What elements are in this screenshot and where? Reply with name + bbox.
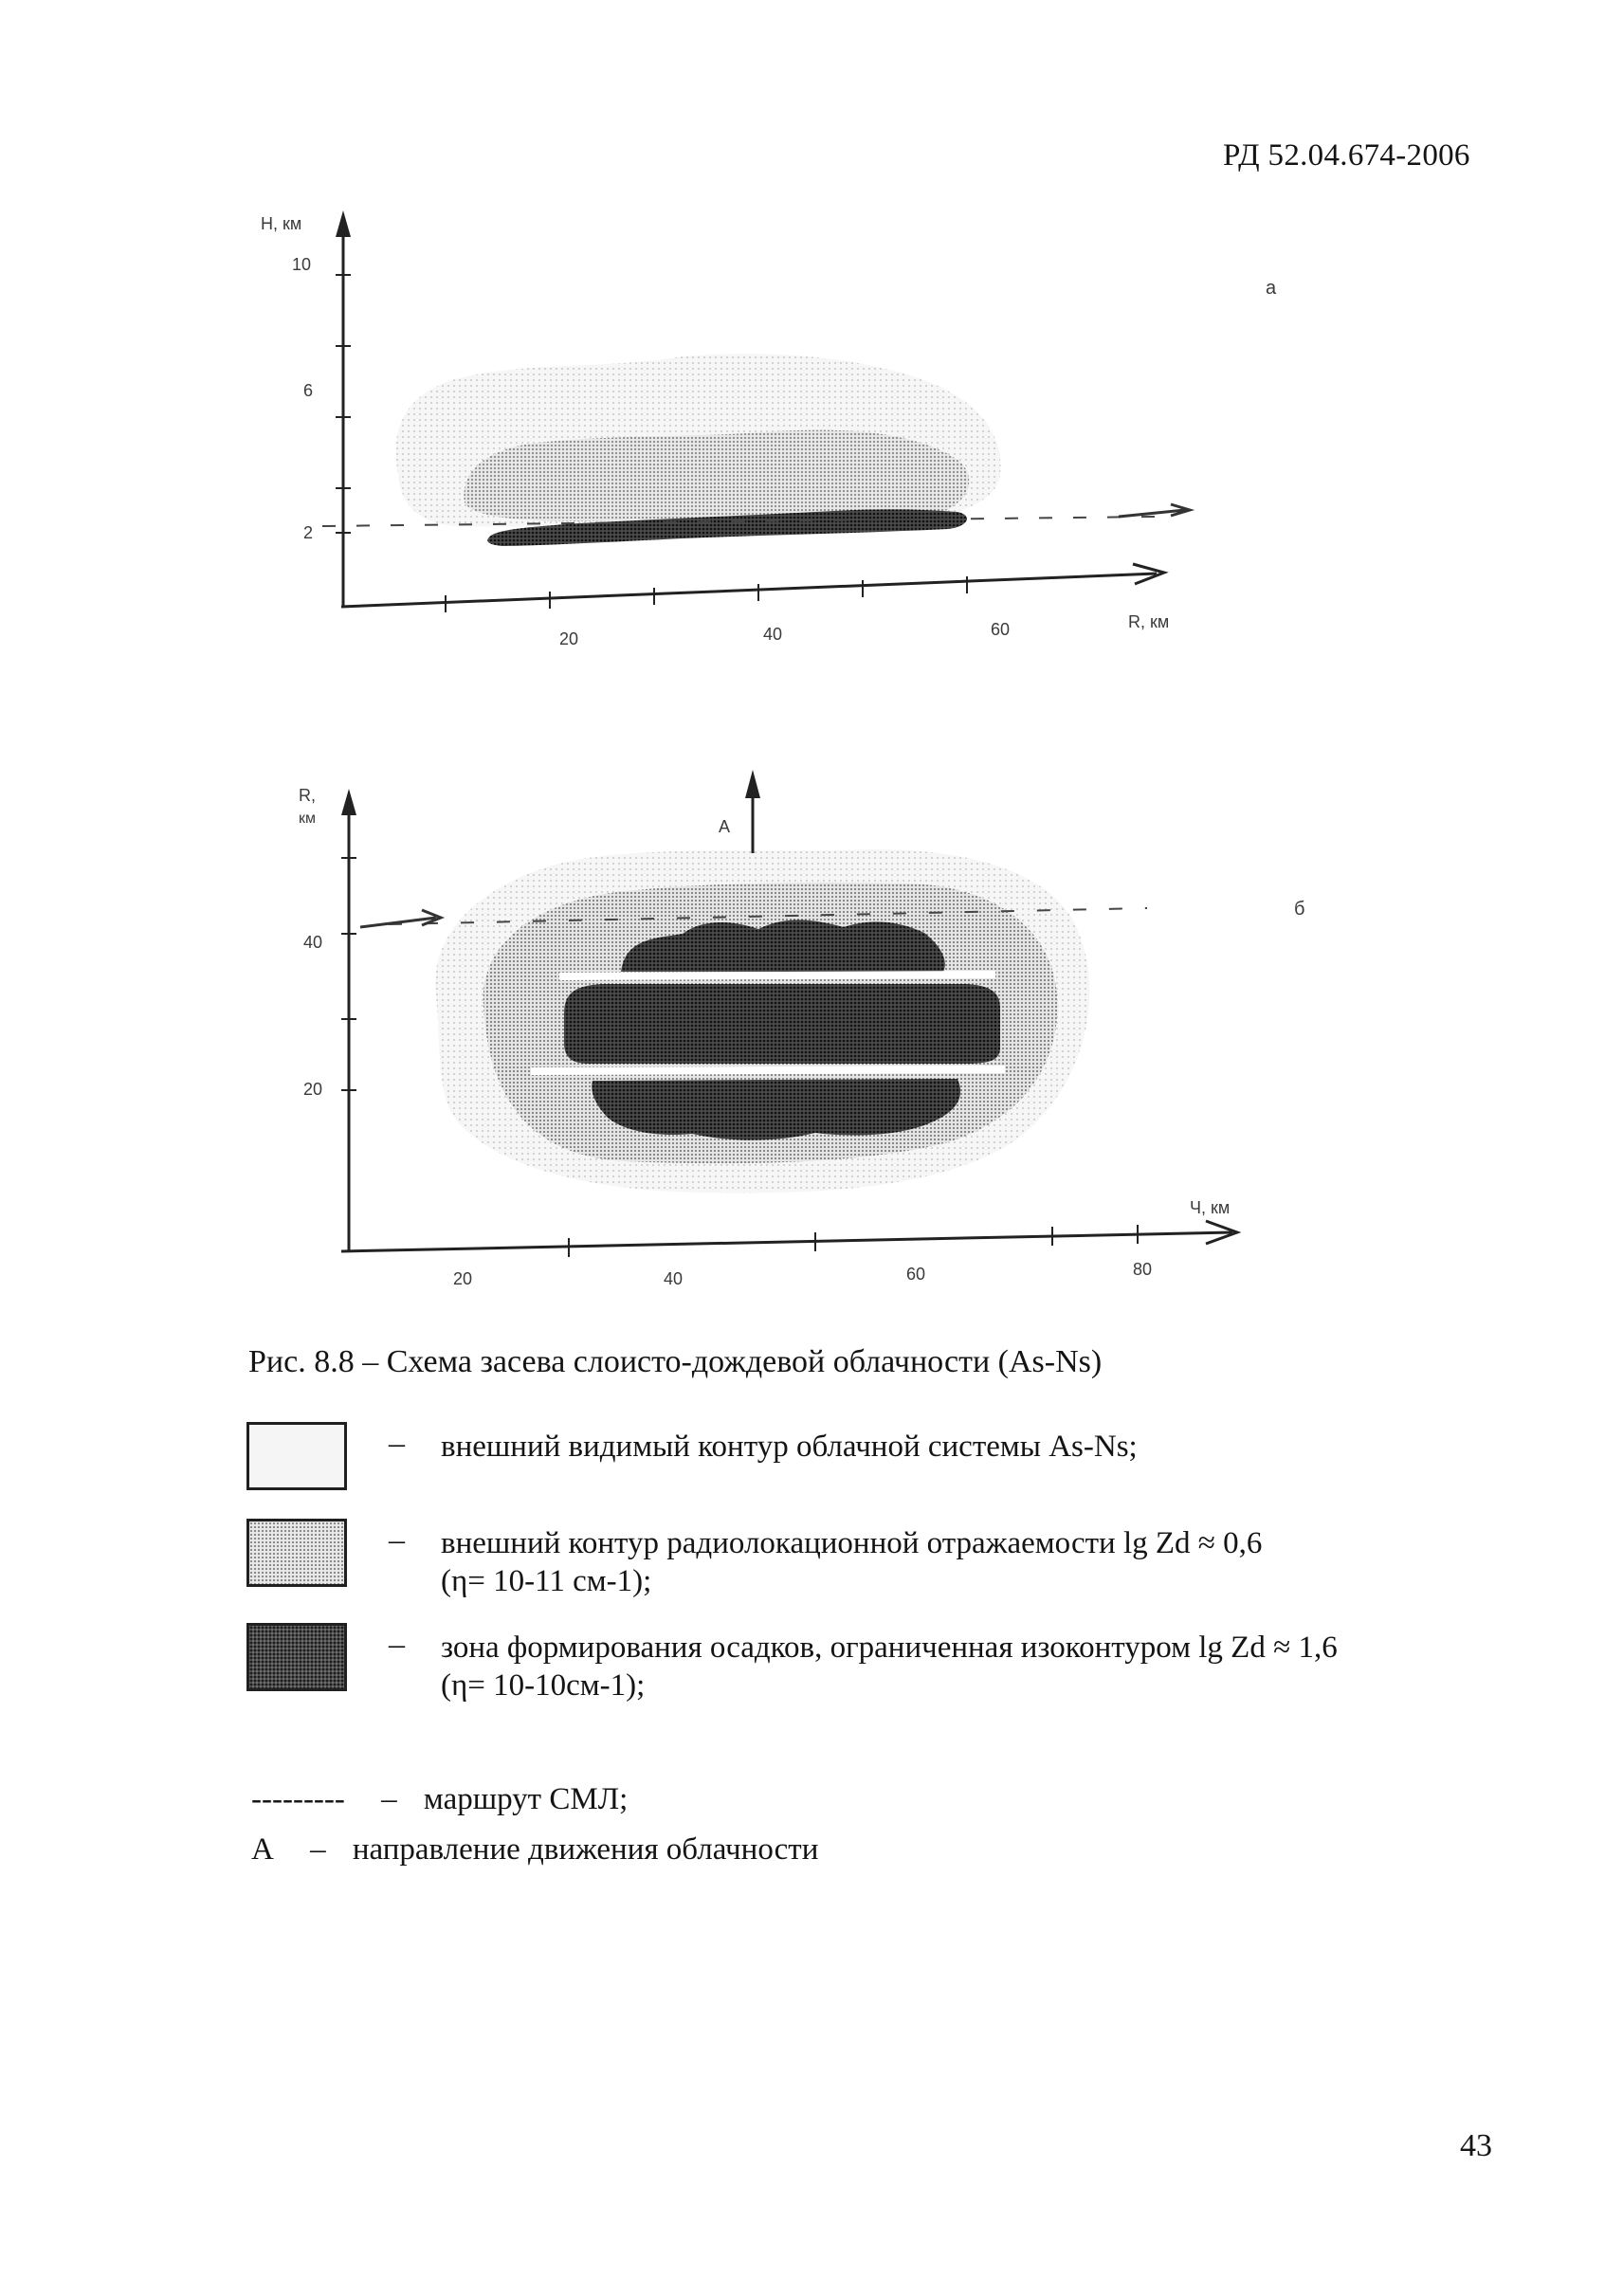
route-dash: –: [381, 1782, 397, 1816]
figure-b-x-tick-label: 40: [664, 1269, 684, 1288]
figure-b-y-axis-unit: км: [299, 811, 316, 827]
figure-b-y-axis-label: R,: [299, 786, 316, 805]
legend-text: внешний видимый контур облачной системы As-Ns;: [441, 1430, 1138, 1464]
figure-caption: Рис. 8.8 – Схема засева слоисто-дождевой облачности (As-Ns): [248, 1344, 1103, 1379]
legend-swatch-dark: [246, 1623, 347, 1691]
legend-text: внешний контур радиолокационной отражаемости lg Zd ≈ 0,6: [441, 1526, 1263, 1560]
figure-b-x-tick-label: 80: [1133, 1260, 1153, 1279]
figure-b-precipitation-zone-middle: [564, 984, 1000, 1064]
figure-b-panel-label: б: [1294, 899, 1305, 920]
legend-swatch-medium: [246, 1519, 347, 1587]
route-symbol: ---------: [251, 1782, 345, 1816]
direction-text: направление движения облачности: [352, 1832, 819, 1867]
figure-b-x-tick-label: 60: [906, 1265, 926, 1284]
figure-a-x-tick-label: 20: [559, 629, 579, 648]
figure-a-panel-label: а: [1266, 278, 1277, 299]
figure-a-y-tick-label: 6: [303, 381, 314, 400]
figure-a-route-arrow: [1119, 504, 1190, 517]
figure-b-route-gap: [559, 975, 995, 976]
figure-a-vertical-section: [246, 190, 1308, 664]
figure-a-x-axis-label: R, км: [1128, 612, 1170, 631]
figure-a-x-tick-label: 60: [991, 620, 1011, 639]
legend-item-visible-contour: [237, 1422, 1422, 1526]
direction-dash: –: [310, 1832, 326, 1867]
figure-b-direction-label: А: [719, 817, 731, 836]
document-code: РД 52.04.674-2006: [1223, 138, 1470, 173]
legend-dash: –: [389, 1426, 405, 1461]
legend-dash: –: [389, 1522, 405, 1558]
figure-b-y-tick-label: 20: [303, 1080, 323, 1099]
figure-b-direction-arrowhead: [745, 770, 760, 798]
figure-a-y-axis-label: Н, км: [261, 214, 302, 233]
route-text: маршрут СМЛ;: [423, 1782, 629, 1816]
legend-dash: –: [389, 1627, 405, 1662]
figure-b-y-arrow: [341, 789, 356, 815]
figure-a-x-tick-label: 40: [763, 625, 783, 644]
figure-b-x-axis-label: Ч, км: [1190, 1198, 1231, 1217]
legend-text: зона формирования осадков, ограниченная изоконтуром lg Zd ≈ 1,6: [441, 1631, 1338, 1665]
figure-a-y-tick-label: 10: [292, 255, 312, 274]
figure-a-y-arrow: [336, 210, 351, 237]
legend-swatch-light: [246, 1422, 347, 1490]
figure-b-x-axis: [341, 1232, 1232, 1251]
figure-b-plan-view: [246, 758, 1308, 1308]
figure-a-radar-contour: [464, 430, 969, 521]
page-number: 43: [1460, 2128, 1492, 2163]
direction-symbol: А: [251, 1832, 274, 1867]
figure-a-y-tick-label: 2: [303, 523, 314, 542]
legend-direction: [251, 1832, 818, 1868]
legend-text-continuation: (η= 10-10см-1);: [441, 1668, 646, 1703]
figure-a-x-axis: [341, 574, 1157, 607]
figure-b-x-tick-label: 20: [453, 1269, 473, 1288]
legend-text-continuation: (η= 10-11 см-1);: [441, 1564, 652, 1598]
figure-b-route-gap: [531, 1069, 1005, 1071]
legend-item-precipitation-zone: [237, 1623, 1422, 1727]
legend-item-radar-contour: [237, 1519, 1422, 1623]
legend-route: [251, 1782, 628, 1817]
figure-b-y-tick-label: 40: [303, 933, 323, 952]
